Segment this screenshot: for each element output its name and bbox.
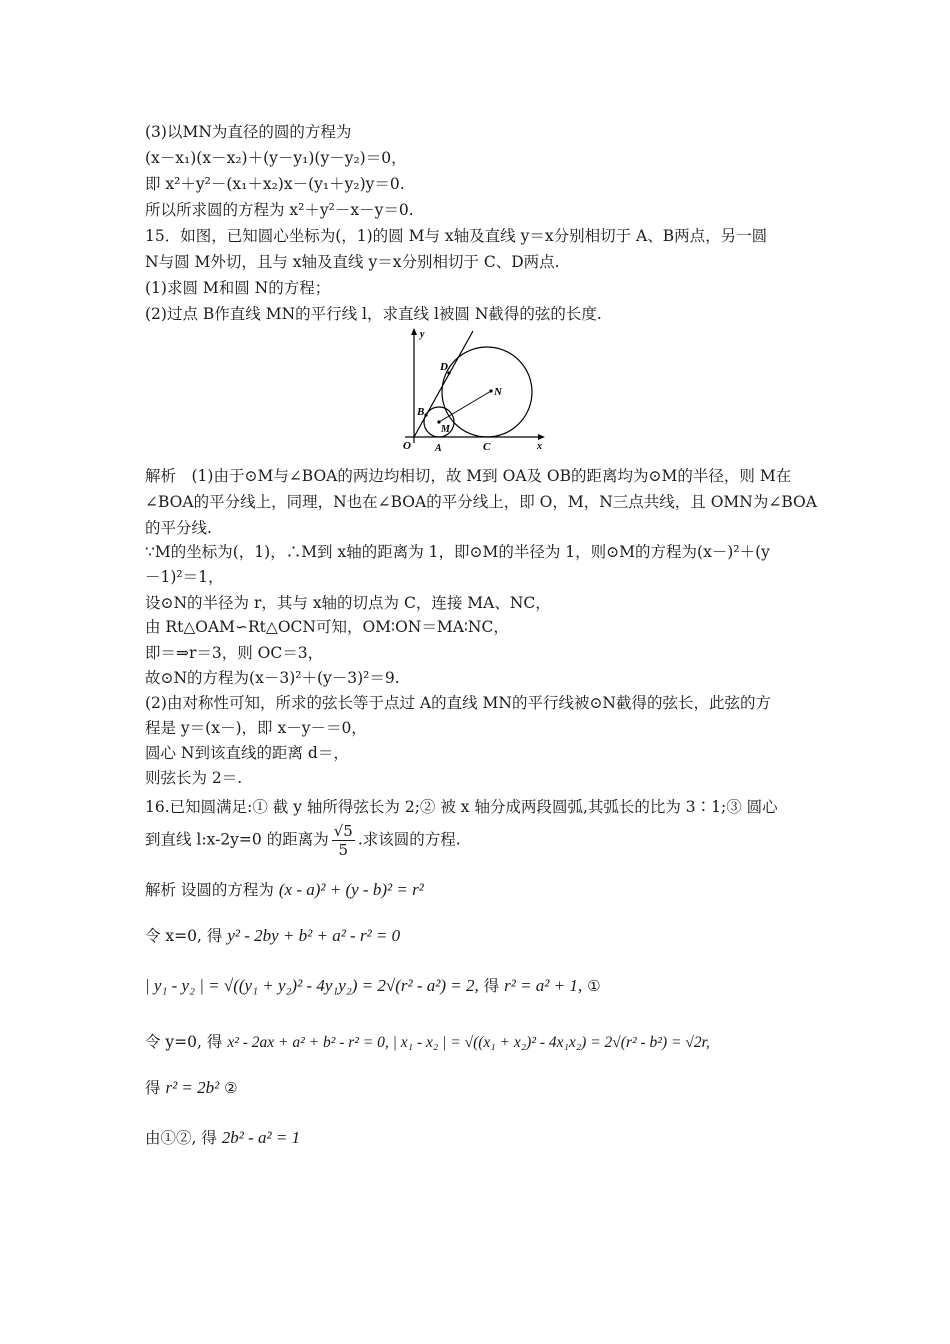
fraction-sqrt5-over-5: [332, 822, 355, 859]
problem-16-suffix: .求该圆的方程.: [357, 830, 461, 849]
solution-text-4: 令 y=0, 得: [145, 1033, 223, 1051]
solution-line-6: [145, 1128, 300, 1148]
problem-15-line-2: N与圆 M外切，且与 x轴及直线 y＝x分别相切于 C、D两点.: [145, 253, 560, 271]
solution-text-6: 由①②, 得: [145, 1129, 217, 1147]
segment-mn: [439, 391, 491, 422]
chord-y-equation: | y₁ - y₂ | = √((y₁ + y₂)² - 4y₁y₂) = 2√(r² - a²) = 2,: [145, 976, 479, 995]
label-x: x: [537, 441, 542, 452]
label-o: O: [403, 440, 411, 452]
problem-15-line-1: 15．如图，已知圆心坐标为(，1)的圆 M与 x轴及直线 y＝x分别相切于 A、B两点，另一圆: [145, 227, 768, 245]
analysis-line-7: 由 Rt△OAM∽Rt△OCN可知，OM∶ON＝MA∶NC，: [145, 618, 509, 636]
label-y: y: [420, 329, 425, 340]
analysis-line-10: (2)由对称性可知，所求的弦长等于点过 A的直线 MN的平行线被⊙N截得的弦长，此弦的方: [145, 694, 771, 712]
solution-text-5: 得: [145, 1079, 161, 1097]
fraction-denominator: 5: [338, 841, 349, 859]
line-2: (x－x₁)(x－x₂)＋(y－y₁)(y－y₂)＝0，: [145, 149, 407, 167]
point-n: [489, 389, 492, 392]
point-b: [424, 413, 427, 416]
line-4: 所以所求圆的方程为 x²＋y²－x－y＝0.: [145, 201, 414, 219]
geometry-figure: [395, 325, 555, 455]
circle-equation: (x - a)² + (y - b)² = r²: [278, 880, 424, 899]
problem-16-line-2: [145, 822, 461, 859]
line-1: (3)以MN为直径的圆的方程为: [145, 123, 352, 141]
problem-15-part-2: (2)过点 B作直线 MN的平行线 l，求直线 l被圆 N截得的弦的长度.: [145, 305, 602, 323]
solution-text-2: 令 x=0, 得: [145, 927, 223, 945]
analysis-line-5: －1)²＝1，: [145, 568, 224, 586]
equation-r-a: r² = a² + 1,: [504, 976, 583, 995]
analysis-line-1: 解析 (1)由于⊙M与∠BOA的两边均相切，故 M到 OA及 OB的距离均为⊙M的半径，则 M在: [145, 467, 792, 485]
y-axis-arrow: [411, 328, 417, 335]
analysis-line-13: 则弦长为 2＝.: [145, 769, 243, 787]
analysis-line-4: ∵M的坐标为(，1)，∴M到 x轴的距离为 1，即⊙M的半径为 1，则⊙M的方程为(x－)²＋(y: [145, 543, 770, 561]
equation-x0: y² - 2by + b² + a² - r² = 0: [227, 926, 401, 945]
label-a: A: [435, 443, 442, 454]
label-d: D: [440, 361, 448, 373]
solution-text-1: 解析 设圆的方程为: [145, 881, 274, 899]
label-m: M: [441, 424, 450, 435]
circle-n: [442, 347, 532, 437]
fraction-numerator: √5: [333, 822, 353, 840]
analysis-line-3: 的平分线.: [145, 519, 212, 537]
problem-16-prefix: 到直线 l:x-2y=0 的距离为: [145, 830, 329, 849]
line-3: 即 x²＋y²－(x₁＋x₂)x－(y₁＋y₂)y＝0.: [145, 175, 405, 193]
problem-15-part-1: (1)求圆 M和圆 N的方程；: [145, 279, 331, 297]
marker-1: ①: [587, 977, 601, 995]
solution-line-5: [145, 1078, 238, 1098]
equation-b-a: 2b² - a² = 1: [221, 1128, 301, 1147]
x-axis-arrow: [538, 434, 545, 440]
analysis-line-12: 圆心 N到该直线的距离 d＝，: [145, 744, 349, 762]
problem-16-line-1: 16.已知圆满足:① 截 y 轴所得弦长为 2;② 被 x 轴分成两段圆弧,其弧长的比为 3∶1;③ 圆心: [145, 798, 778, 816]
solution-line-4: [145, 1032, 710, 1053]
analysis-line-8: 即＝⇒r＝3，则 OC＝3，: [145, 644, 324, 662]
solution-text-3: 得: [483, 977, 500, 995]
analysis-line-6: 设⊙N的半径为 r，其与 x轴的切点为 C，连接 MA、NC，: [145, 594, 551, 612]
solution-line-1: [145, 880, 424, 900]
label-c: C: [483, 441, 491, 453]
analysis-line-2: ∠BOA的平分线上，同理，N也在∠BOA的平分线上，即 O，M，N三点共线，且 OMN为∠BOA: [145, 493, 817, 511]
label-n: N: [494, 386, 502, 398]
analysis-line-11: 程是 y＝(x－)，即 x－y－＝0，: [145, 719, 367, 737]
analysis-line-9: 故⊙N的方程为(x－3)²＋(y－3)²＝9.: [145, 669, 400, 687]
equation-r-b: r² = 2b²: [165, 1078, 220, 1097]
solution-line-2: [145, 926, 400, 946]
tangent-line: [414, 331, 473, 437]
chord-x-equation: x² - 2ax + a² + b² - r² = 0, | x₁ - x₂ | = √((x₁ + x₂)² - 4x₁x₂) = 2√(r² - b²) = √2r,: [227, 1034, 710, 1051]
solution-line-3: [145, 976, 601, 996]
marker-2: ②: [224, 1079, 238, 1097]
label-b: B: [417, 406, 425, 418]
